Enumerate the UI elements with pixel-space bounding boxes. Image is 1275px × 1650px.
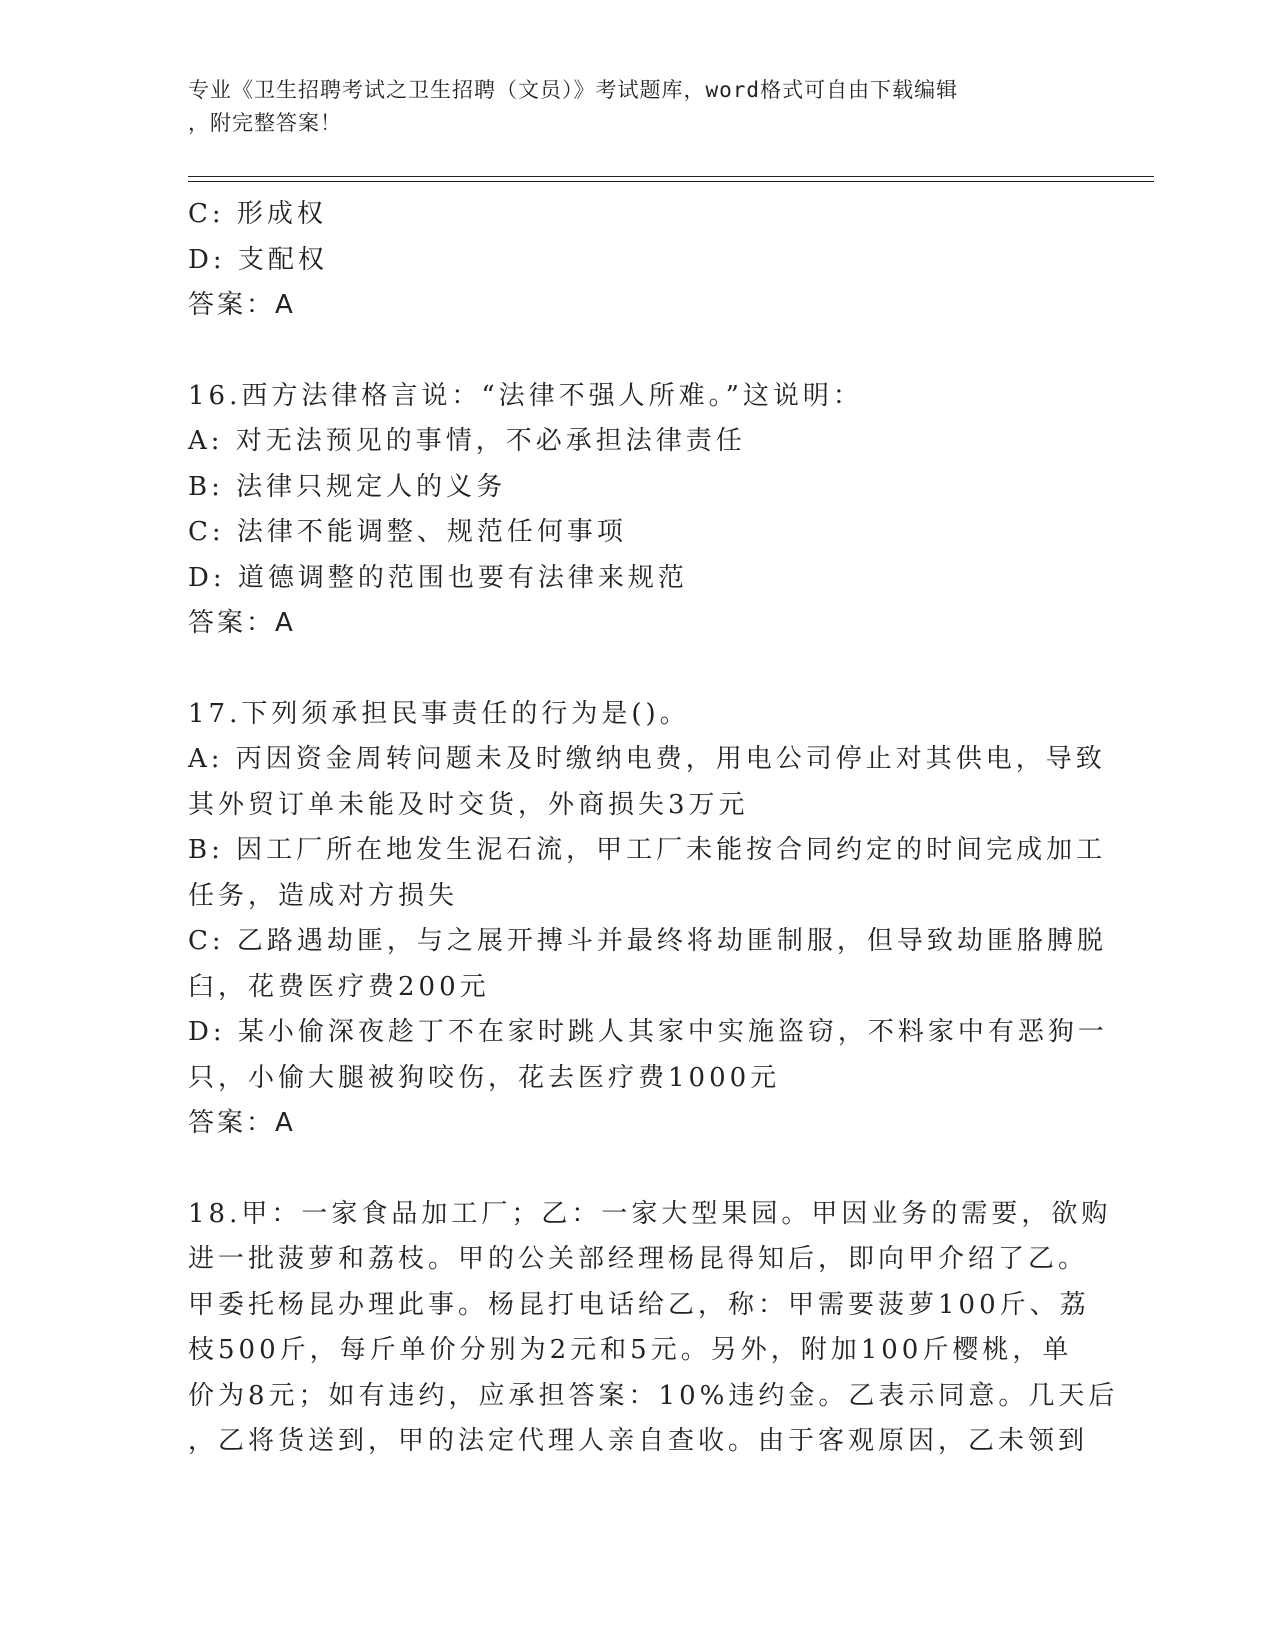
answer: 答案：A bbox=[188, 1108, 296, 1138]
option-d-line-1: D: 某小偷深夜趁丁不在家时跳人其家中实施盗窃，不料家中有恶狗一 bbox=[188, 1017, 1108, 1047]
option-d: D: 支配权 bbox=[188, 244, 328, 275]
option-c: C: 法律不能调整、规范任何事项 bbox=[188, 517, 627, 547]
option-b-line-1: B: 因工厂所在地发生泥石流，甲工厂未能按合同约定的时间完成加工 bbox=[188, 835, 1107, 865]
question-18 bbox=[188, 1192, 1119, 1465]
option-c-line-2: 臼，花费医疗费200元 bbox=[188, 971, 490, 1002]
question-17 bbox=[188, 692, 1108, 1147]
option-a: A: 对无法预见的事情，不必承担法律责任 bbox=[188, 426, 746, 456]
answer: 答案：A bbox=[188, 608, 296, 638]
question-text-line-1: 18.甲：一家食品加工厂；乙：一家大型果园。甲因业务的需要，欲购 bbox=[188, 1198, 1112, 1229]
spacer bbox=[188, 1147, 1078, 1192]
question-16 bbox=[188, 374, 1078, 647]
question-text: 16.西方法律格言说：“法律不强人所难。”这说明： bbox=[188, 380, 863, 411]
question-text-line-4: 枝500斤，每斤单价分别为2元和5元。另外，附加100斤樱桃，单 bbox=[188, 1335, 1073, 1365]
question-15 bbox=[188, 192, 1078, 329]
header-divider-top bbox=[188, 176, 1154, 177]
option-b: B: 法律只规定人的义务 bbox=[188, 471, 507, 502]
answer: 答案：A bbox=[188, 290, 296, 320]
document-header bbox=[188, 74, 1078, 140]
spacer bbox=[188, 329, 1078, 374]
question-text-line-5: 价为8元；如有违约，应承担答案：10%违约金。乙表示同意。几天后 bbox=[188, 1380, 1119, 1411]
option-d-line-2: 只，小偷大腿被狗咬伤，花去医疗费1000元 bbox=[188, 1062, 781, 1093]
question-text-line-2: 进一批菠萝和荔枝。甲的公关部经理杨昆得知后，即向甲介绍了乙。 bbox=[188, 1244, 1089, 1274]
document-body bbox=[188, 192, 1119, 1465]
header-divider-bottom bbox=[188, 181, 1154, 182]
option-a-line-1: A: 丙因资金周转问题未及时缴纳电费，用电公司停止对其供电，导致 bbox=[188, 744, 1106, 774]
spacer bbox=[188, 647, 1078, 692]
option-c: C: 形成权 bbox=[188, 199, 327, 229]
option-d: D: 道德调整的范围也要有法律来规范 bbox=[188, 562, 688, 593]
question-text-line-3: 甲委托杨昆办理此事。杨昆打电话给乙，称：甲需要菠萝100斤、荔 bbox=[188, 1289, 1090, 1320]
header-line-1: 专业《卫生招聘考试之卫生招聘（文员）》考试题库，word格式可自由下载编辑 bbox=[188, 78, 959, 102]
option-a-line-2: 其外贸订单未能及时交货，外商损失3万元 bbox=[188, 789, 749, 820]
option-c-line-1: C: 乙路遇劫匪，与之展开搏斗并最终将劫匪制服，但导致劫匪胳膊脱 bbox=[188, 926, 1107, 956]
question-text: 17.下列须承担民事责任的行为是()。 bbox=[188, 698, 690, 729]
option-b-line-2: 任务，造成对方损失 bbox=[188, 880, 459, 911]
header-line-2: ，附完整答案！ bbox=[188, 111, 342, 135]
question-text-line-6: ，乙将货送到，甲的法定代理人亲自查收。由于客观原因，乙未领到 bbox=[188, 1426, 1089, 1456]
